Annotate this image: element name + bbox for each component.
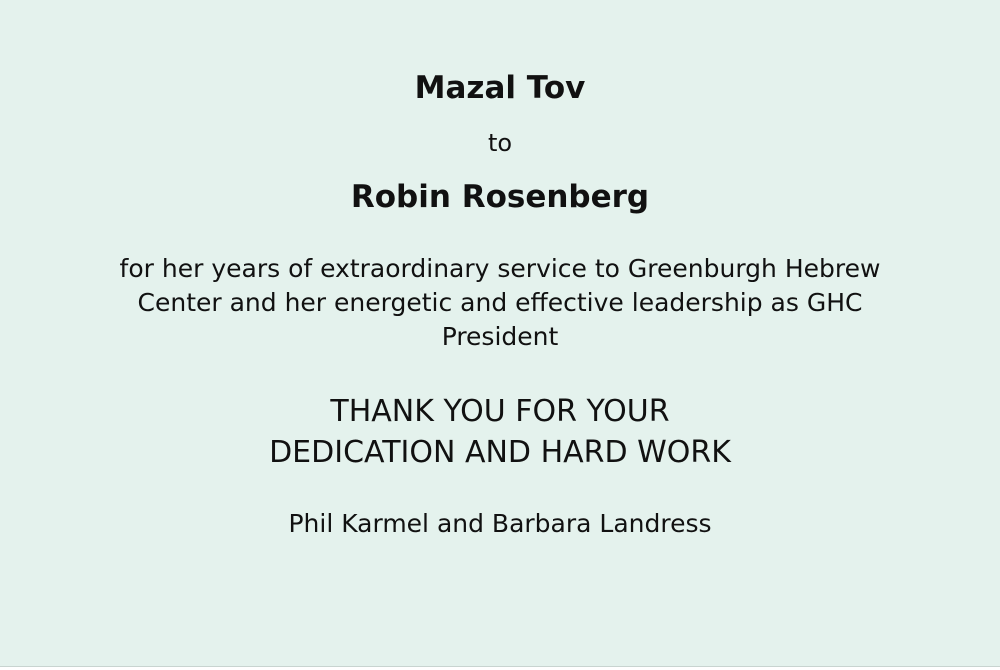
- thanks-line-2: DEDICATION AND HARD WORK: [269, 435, 731, 470]
- thanks-message: [0, 391, 1000, 473]
- message-line-3: President: [441, 322, 559, 351]
- thanks-line-1: THANK YOU FOR YOUR: [330, 394, 670, 429]
- signature-text: Phil Karmel and Barbara Landress: [288, 509, 712, 538]
- message-line-2: Center and her energetic and effective leadership as GHC: [137, 288, 863, 317]
- greeting-heading: Mazal Tov: [414, 70, 586, 106]
- connector-text: to: [487, 129, 513, 157]
- message-line-1: for her years of extraordinary service to Greenburgh Hebrew: [119, 254, 881, 283]
- appreciation-message: [105, 252, 895, 354]
- honoree-name: Robin Rosenberg: [350, 179, 650, 215]
